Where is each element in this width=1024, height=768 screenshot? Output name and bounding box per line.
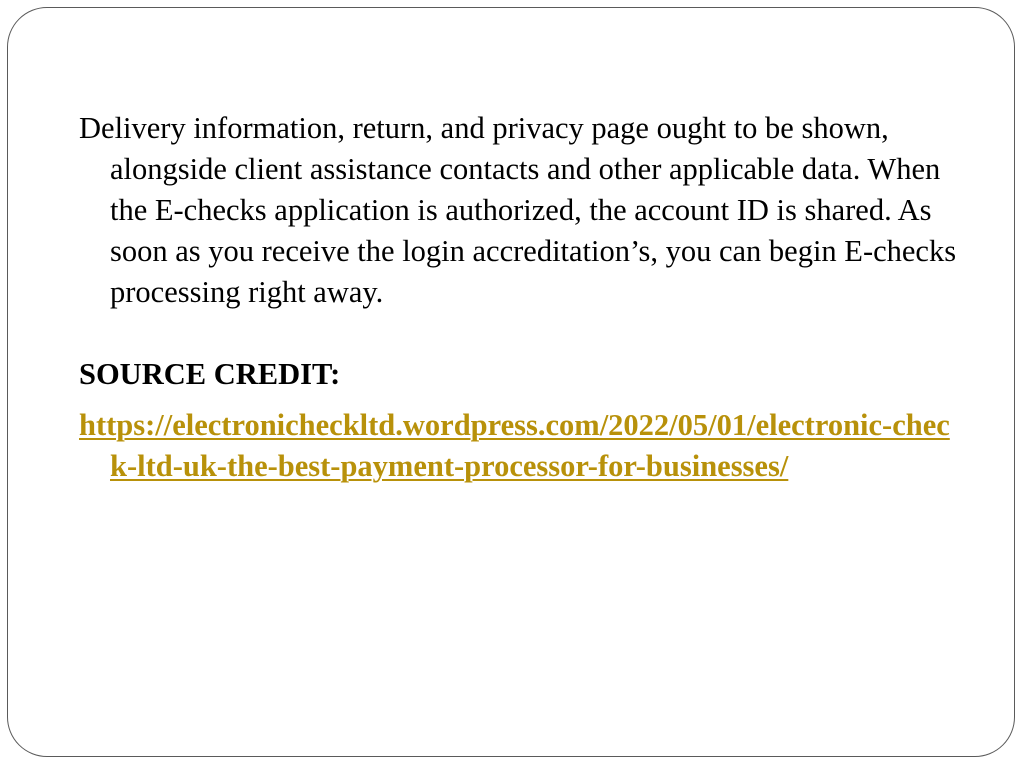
source-link-paragraph (79, 405, 959, 487)
slide-content (79, 108, 959, 487)
source-link[interactable]: https://electronicheckltd.wordpress.com/2022/05/01/electronic-check-ltd-uk-the-best-payment-processor-for-businesses/ (79, 408, 950, 483)
source-credit-heading: SOURCE CREDIT: (79, 357, 341, 391)
body-paragraph: Delivery information, return, and privacy page ought to be shown, alongside client assistance contacts and other applicable data. When the E-checks application is authorized, the account ID is shared. As soon as you receive the login accreditation’s, you can begin E-checks processing right away. (79, 111, 957, 309)
